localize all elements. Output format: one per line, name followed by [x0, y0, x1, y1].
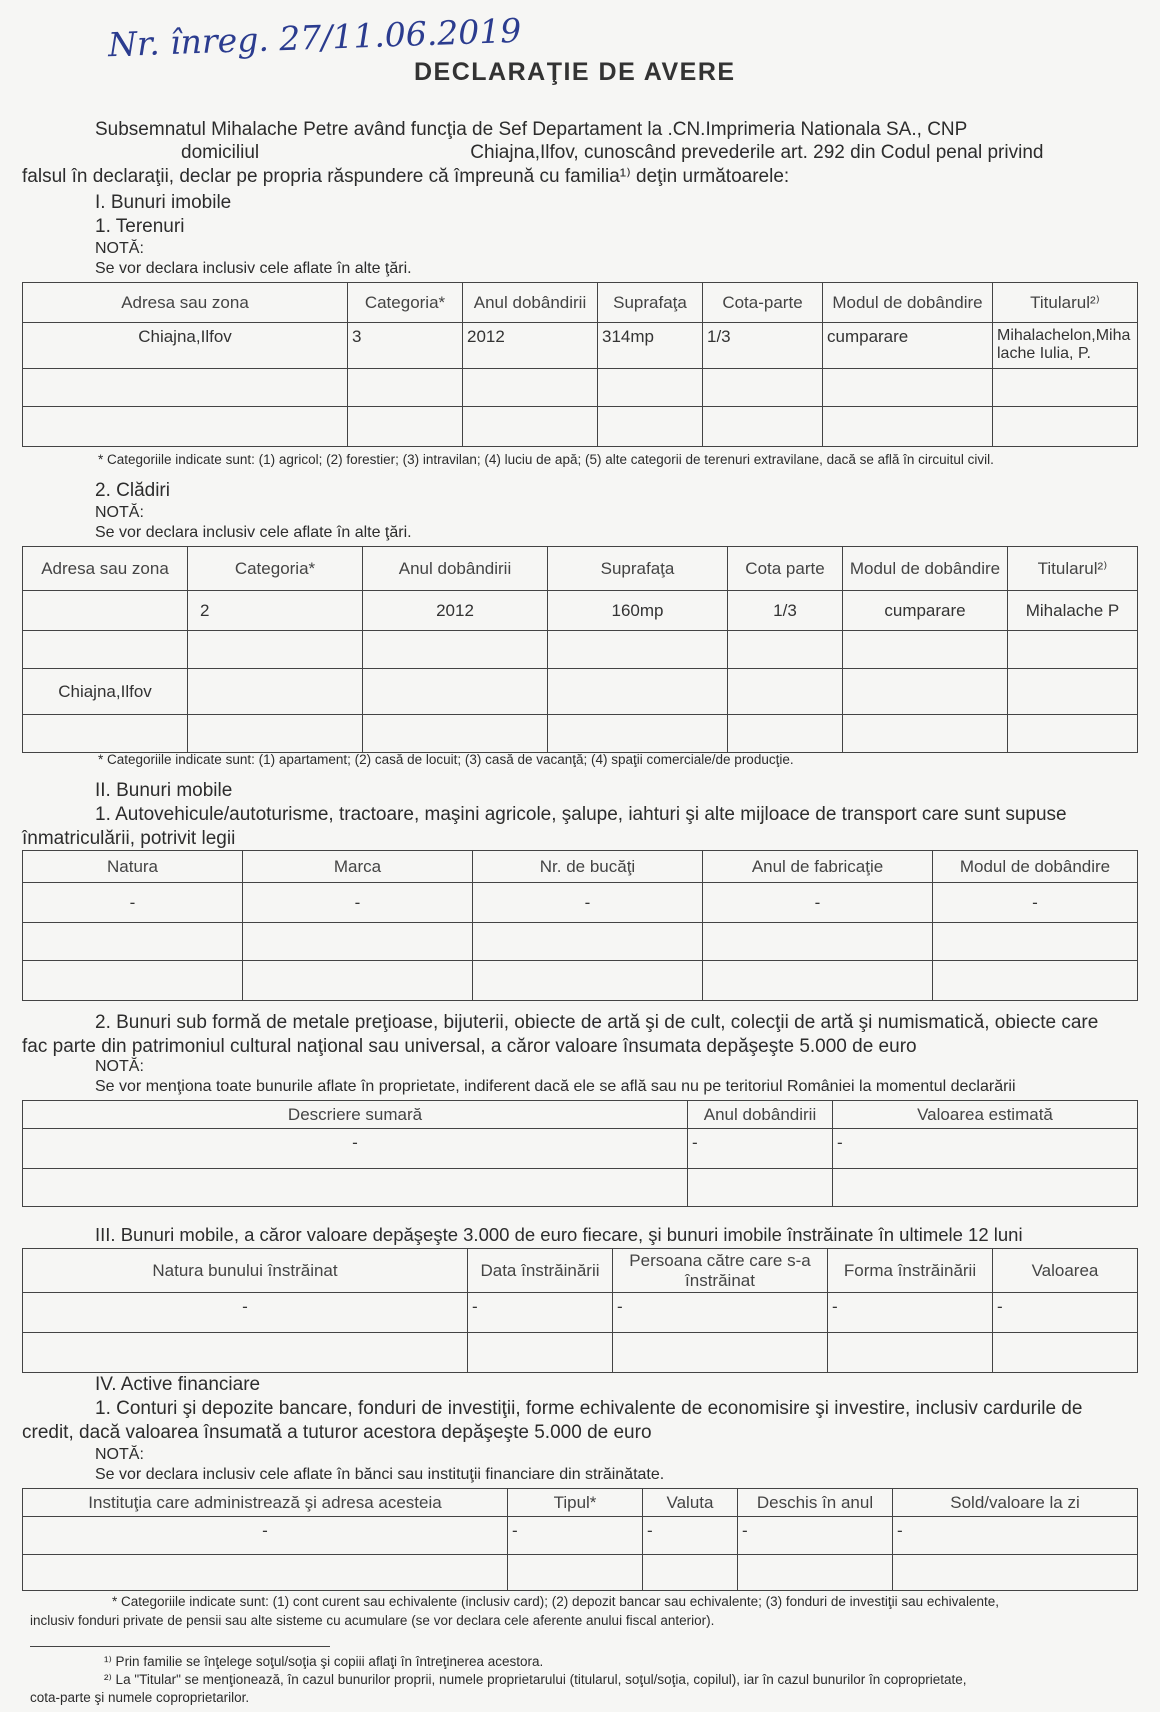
land-table [22, 282, 1138, 447]
vehicles-header-type: Natura [23, 851, 243, 883]
section-3-heading: III. Bunuri mobile, a căror valoare depăşeşte 3.000 de euro fiecare, şi bunuri imobile înstrăinate în ultimele 12 luni [95, 1224, 1023, 1245]
alienated-header-date: Data înstrăinării [468, 1249, 613, 1293]
financial-nota-label: NOTĂ: [95, 1446, 144, 1463]
land-subheading: 1. Terenuri [95, 216, 185, 237]
financial-header-type: Tipul* [508, 1489, 643, 1517]
section-1-heading: I. Bunuri imobile [95, 192, 232, 213]
alienated-header-row [23, 1249, 1138, 1293]
table-row [23, 961, 1138, 1001]
land-cell-category: 3 [348, 323, 463, 369]
land-header-owner: Titularul²⁾ [993, 283, 1138, 323]
valuables-header-year: Anul dobândirii [688, 1101, 833, 1129]
land-cell-acquisition: cumparare [823, 323, 993, 369]
table-row [23, 369, 1138, 407]
land-header-acquisition: Modul de dobândire [823, 283, 993, 323]
table-row [23, 715, 1138, 753]
buildings-header-acquisition: Modul de dobândire [843, 547, 1008, 591]
vehicles-cell-type: - [23, 883, 243, 923]
financial-footnote-1: * Categoriile indicate sunt: (1) cont curent sau echivalente (inclusiv card); (2) depozit bancar sau echivalente; (3) fonduri de investiţii sau echivalente, [112, 1594, 999, 1609]
vehicles-table [22, 850, 1138, 1001]
vehicles-header-acquisition: Modul de dobândire [933, 851, 1138, 883]
buildings-cell-address-row3: Chiajna,Ilfov [23, 669, 188, 715]
valuables-header-row [23, 1101, 1138, 1129]
financial-header-opened: Deschis în anul [738, 1489, 893, 1517]
table-row [23, 669, 1138, 715]
buildings-header-share: Cota parte [728, 547, 843, 591]
valuables-note: Se vor menţiona toate bunurile aflate în proprietate, indiferent dacă ele se află sau nu pe teritoriul României la momentul declarării [95, 1078, 1016, 1095]
table-row [23, 591, 1138, 631]
buildings-header-area: Suprafaţa [548, 547, 728, 591]
land-cell-owner: Mihalachelon,Mihalache Iulia, P. [993, 323, 1138, 369]
registration-handwritten-note: Nr. înreg. 27/11.06.2019 [107, 10, 522, 65]
table-row [23, 1293, 1138, 1333]
land-cell-share: 1/3 [703, 323, 823, 369]
valuables-cell-value: - [833, 1129, 1138, 1169]
buildings-footnote: * Categoriile indicate sunt: (1) apartament; (2) casă de locuit; (3) casă de vacanţă; (4) spaţii comerciale/de producţie. [98, 752, 794, 767]
land-note: Se vor declara inclusiv cele aflate în alte ţări. [95, 260, 412, 277]
financial-subheading-2: credit, dacă valoarea însumată a tuturor acestora depăşeşte 5.000 de euro [22, 1422, 652, 1443]
table-row [23, 1517, 1138, 1555]
buildings-cell-address [23, 591, 188, 631]
buildings-header-owner: Titularul²⁾ [1008, 547, 1138, 591]
footnote-owner-2: cota-parte şi numele coproprietarilor. [30, 1690, 250, 1705]
financial-footnote-2: inclusiv fonduri private de pensii sau alte sisteme cu acumulare (se vor declara cele aferente anului fiscal anterior). [30, 1613, 715, 1628]
valuables-cell-year: - [688, 1129, 833, 1169]
buildings-header-year: Anul dobândirii [363, 547, 548, 591]
financial-header-row [23, 1489, 1138, 1517]
land-header-year: Anul dobândirii [463, 283, 598, 323]
buildings-cell-area: 160mp [548, 591, 728, 631]
footnote-owner-1: ²⁾ La "Titular" se menţionează, în cazul bunurilor proprii, numele proprietarului (titularul, soţul/soţia, copilul), iar în cazul bunurilor în coproprietate, [104, 1672, 967, 1687]
financial-note: Se vor declara inclusiv cele aflate în bănci sau instituţii financiare din străinătate. [95, 1466, 665, 1483]
table-row [23, 1333, 1138, 1373]
intro-line-2: domiciliul Chiajna,Ilfov, cunoscând prevederile art. 292 din Codul penal privind [181, 142, 1044, 163]
alienated-cell-type: - [23, 1293, 468, 1333]
table-row [23, 1555, 1138, 1591]
vehicles-header-row [23, 851, 1138, 883]
alienated-header-person: Persoana către care s-a înstrăinat [613, 1249, 828, 1293]
vehicles-cell-year: - [703, 883, 933, 923]
buildings-nota-label: NOTĂ: [95, 504, 144, 521]
intro-line-1: Subsemnatul Mihalache Petre având funcţia de Sef Departament la .CN.Imprimeria Nationala SA., CNP [95, 119, 968, 140]
alienated-cell-person: - [613, 1293, 828, 1333]
vehicles-subheading-1: 1. Autovehicule/autoturisme, tractoare, maşini agricole, şalupe, iahturi şi alte mijloace de transport care sunt supuse [95, 804, 1067, 825]
footnote-family: ¹⁾ Prin familie se înţelege soţul/soţia şi copiii aflaţi în întreţinerea acestora. [104, 1654, 544, 1669]
page-title: DECLARAŢIE DE AVERE [414, 58, 736, 86]
footnote-separator [30, 1646, 330, 1647]
vehicles-cell-brand: - [243, 883, 473, 923]
buildings-cell-share: 1/3 [728, 591, 843, 631]
valuables-cell-description: - [23, 1129, 688, 1169]
table-row [23, 1129, 1138, 1169]
valuables-header-value: Valoarea estimată [833, 1101, 1138, 1129]
buildings-subheading: 2. Clădiri [95, 480, 170, 501]
buildings-header-address: Adresa sau zona [23, 547, 188, 591]
financial-header-currency: Valuta [643, 1489, 738, 1517]
valuables-nota-label: NOTĂ: [95, 1058, 144, 1075]
land-cell-area: 314mp [598, 323, 703, 369]
financial-header-balance: Sold/valoare la zi [893, 1489, 1138, 1517]
valuables-header-description: Descriere sumară [23, 1101, 688, 1129]
section-4-heading: IV. Active financiare [95, 1374, 261, 1395]
land-header-category: Categoria* [348, 283, 463, 323]
buildings-header-category: Categoria* [188, 547, 363, 591]
financial-cell-opened: - [738, 1517, 893, 1555]
financial-subheading-1: 1. Conturi şi depozite bancare, fonduri de investiţii, forme echivalente de economisire şi investire, inclusiv cardurile de [95, 1398, 1083, 1419]
financial-cell-currency: - [643, 1517, 738, 1555]
table-row [23, 407, 1138, 447]
alienated-cell-date: - [468, 1293, 613, 1333]
section-2-heading: II. Bunuri mobile [95, 780, 233, 801]
vehicles-header-count: Nr. de bucăţi [473, 851, 703, 883]
alienated-header-value: Valoarea [993, 1249, 1138, 1293]
land-footnote: * Categoriile indicate sunt: (1) agricol; (2) forestier; (3) intravilan; (4) luciu de apă; (5) alte categorii de terenuri extravilane, dacă se află în circuitul civil. [98, 452, 994, 467]
alienated-cell-form: - [828, 1293, 993, 1333]
vehicles-cell-count: - [473, 883, 703, 923]
buildings-cell-owner: Mihalache P [1008, 591, 1138, 631]
buildings-table [22, 546, 1138, 753]
alienated-assets-table [22, 1248, 1138, 1373]
valuables-subheading-1: 2. Bunuri sub formă de metale preţioase, bijuterii, obiecte de artă şi de cult, colecţii de artă şi numismatică, obiecte care [95, 1012, 1099, 1033]
buildings-note: Se vor declara inclusiv cele aflate în alte ţări. [95, 524, 412, 541]
vehicles-subheading-2: înmatriculării, potrivit legii [22, 828, 236, 849]
intro-line-3: falsul în declaraţii, declar pe propria răspundere că împreună cu familia¹⁾ deţin următoarele: [22, 166, 790, 187]
table-row [23, 923, 1138, 961]
valuables-table [22, 1100, 1138, 1207]
buildings-cell-year: 2012 [363, 591, 548, 631]
land-header-area: Suprafaţa [598, 283, 703, 323]
alienated-header-type: Natura bunului înstrăinat [23, 1249, 468, 1293]
vehicles-cell-acquisition: - [933, 883, 1138, 923]
table-row [23, 1169, 1138, 1207]
vehicles-header-year: Anul de fabricaţie [703, 851, 933, 883]
land-nota-label: NOTĂ: [95, 240, 144, 257]
financial-cell-type: - [508, 1517, 643, 1555]
buildings-cell-acquisition: cumparare [843, 591, 1008, 631]
buildings-cell-category: 2 [188, 591, 363, 631]
vehicles-header-brand: Marca [243, 851, 473, 883]
financial-cell-institution: - [23, 1517, 508, 1555]
land-header-row [23, 283, 1138, 323]
land-cell-year: 2012 [463, 323, 598, 369]
table-row [23, 631, 1138, 669]
land-cell-address: Chiajna,Ilfov [23, 323, 348, 369]
table-row [23, 323, 1138, 369]
financial-header-institution: Instituţia care administrează şi adresa acesteia [23, 1489, 508, 1517]
financial-cell-balance: - [893, 1517, 1138, 1555]
land-header-share: Cota-parte [703, 283, 823, 323]
financial-accounts-table [22, 1488, 1138, 1591]
valuables-subheading-2: fac parte din patrimoniul cultural naţional sau universal, a căror valoare însumata depăşeşte 5.000 de euro [22, 1036, 917, 1057]
alienated-header-form: Forma înstrăinării [828, 1249, 993, 1293]
alienated-cell-value: - [993, 1293, 1138, 1333]
table-row [23, 883, 1138, 923]
land-header-address: Adresa sau zona [23, 283, 348, 323]
buildings-header-row [23, 547, 1138, 591]
